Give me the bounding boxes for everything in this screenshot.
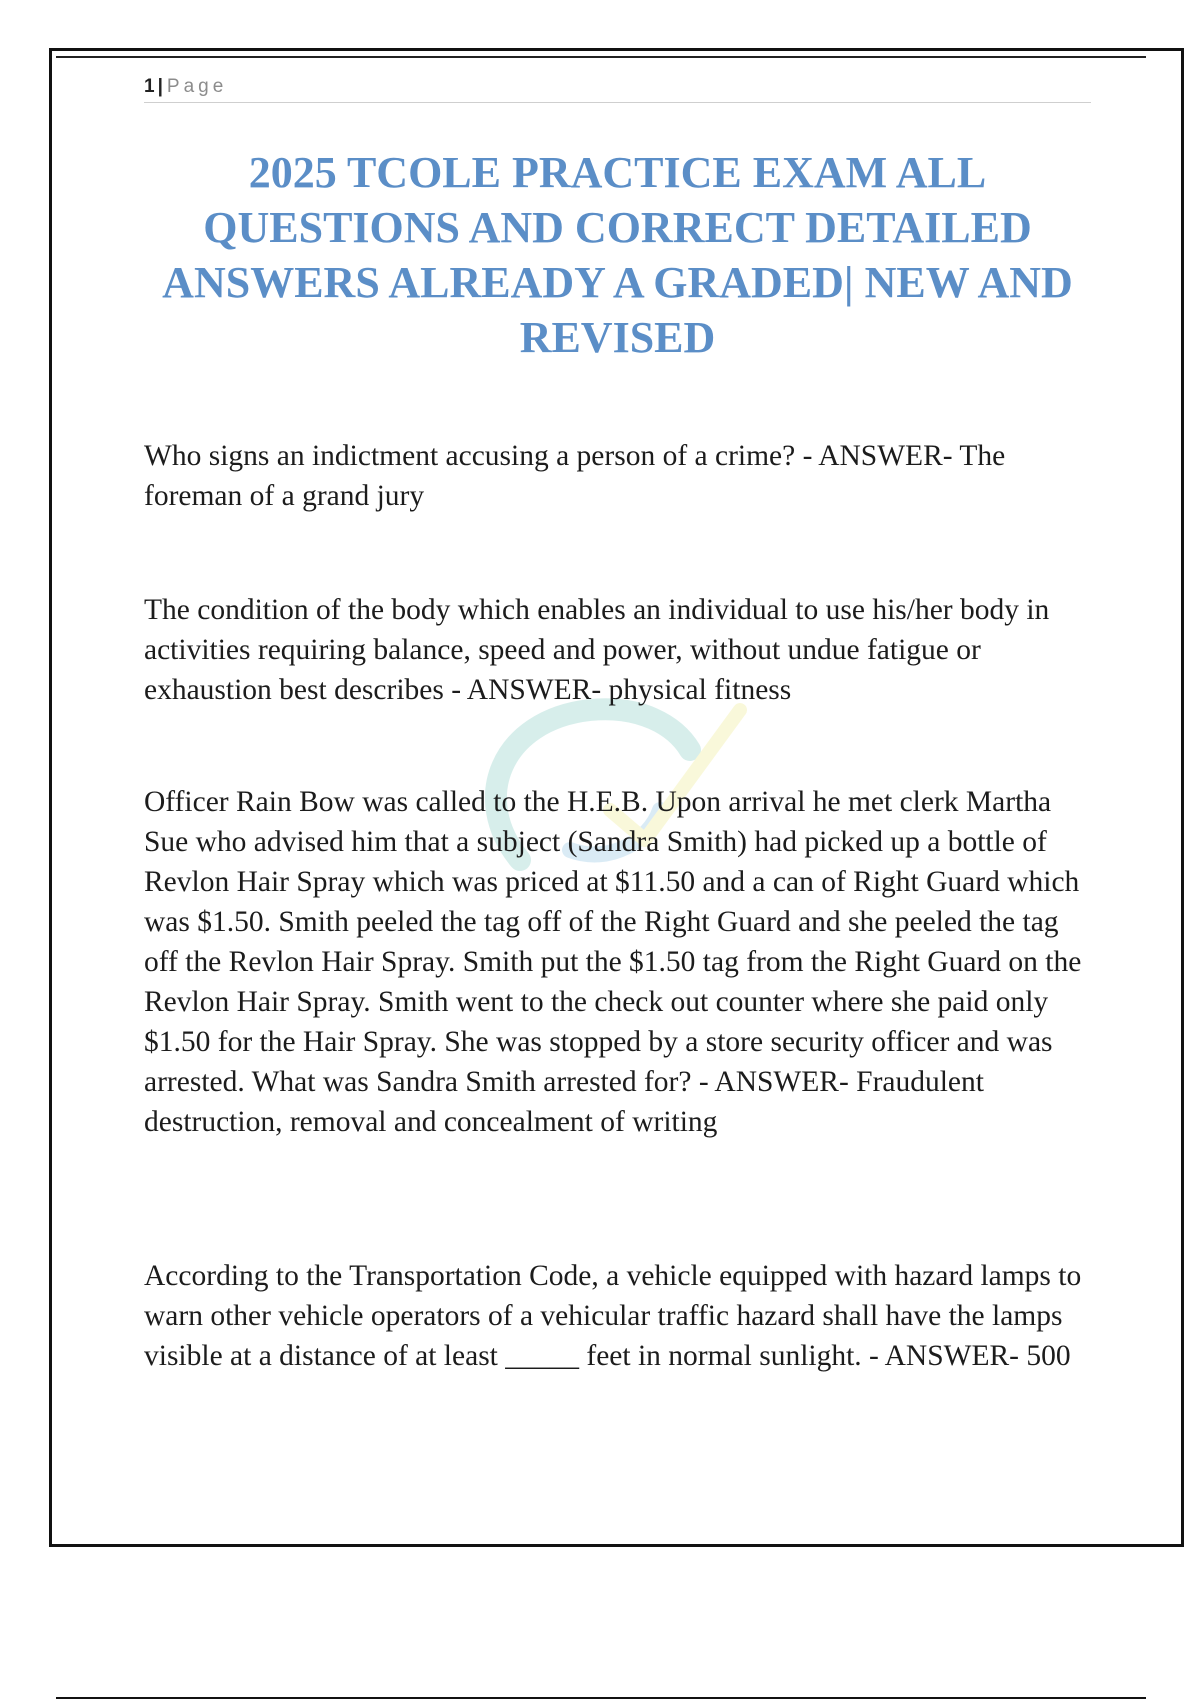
qa-item-1: Who signs an indictment accusing a person of a crime? - ANSWER- The foreman of a grand jury — [144, 440, 1006, 512]
page-separator: | — [157, 76, 163, 97]
bottom-rule — [56, 1697, 1146, 1699]
top-rule — [56, 56, 1146, 58]
document-title: 2025 TCOLE PRACTICE EXAM ALL QUESTIONS AND CORRECT DETAILED ANSWERS ALREADY A GRADED| NEW AND REVISED — [162, 148, 1073, 362]
page-number: 1 — [144, 76, 155, 97]
qa-item-4: According to the Transportation Code, a vehicle equipped with hazard lamps to warn other vehicle operators of a vehicular traffic hazard shall have the lamps visible at a distance of at least _____ feet in normal sunlight. - ANSWER- 500 — [144, 1260, 1082, 1372]
qa-item-2: The condition of the body which enables an individual to use his/her body in activities requiring balance, speed and power, without undue fatigue or exhaustion best describes - ANSWER- physical fitness — [144, 594, 1050, 706]
page-header — [144, 72, 1091, 103]
qa-item-3: Officer Rain Bow was called to the H.E.B. Upon arrival he met clerk Martha Sue who advised him that a subject (Sandra Smith) had picked up a bottle of Revlon Hair Spray which was priced at $11.50 and a can of Right Guard which was $1.50. Smith peeled the tag off of the Right Guard and she peeled the tag off the Revlon Hair Spray. Smith put the $1.50 tag from the Right Guard on the Revlon Hair Spray. Smith went to the check out counter where she paid only $1.50 for the Hair Spray. She was stopped by a store security officer and was arrested. What was Sandra Smith arrested for? - ANSWER- Fraudulent destruction, removal and concealment of writing — [144, 786, 1082, 1138]
page-label: Page — [166, 76, 228, 97]
